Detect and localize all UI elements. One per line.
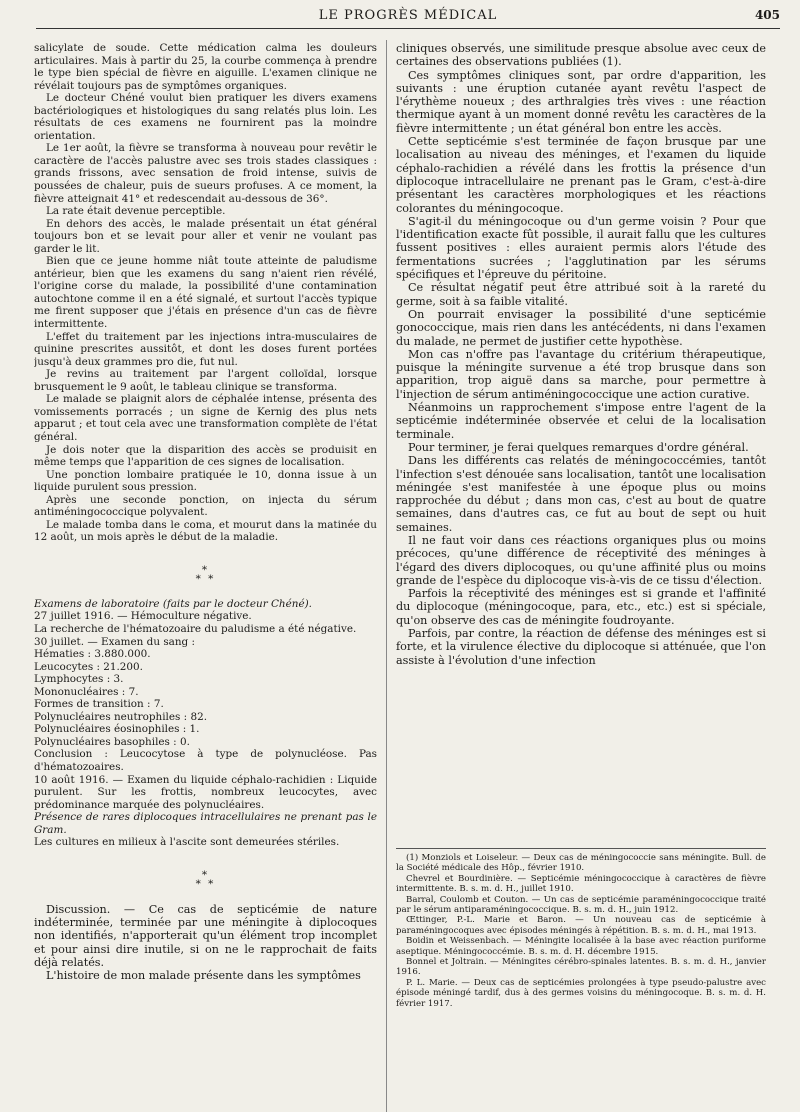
paragraph: Parfois, par contre, la réaction de défense des méninges est si forte, et la virulence élective du diplocoque si atténuée, que l'on assiste à l'évolution d'une infection [396,627,766,667]
paragraph: Le docteur Chéné voulut bien pratiquer les divers examens bactériologiques et histologiques du sang relatés plus loin. Les résultats de ces examens ne fournirent pas la moindre orientation. [34,92,377,142]
section-separator: * * * [195,868,216,890]
paragraph: Il ne faut voir dans ces réactions organiques plus ou moins précoces, qu'une différence de réceptivité des méninges à l'égard des divers diplocoques, ou qu'une affinité plus ou moins grande de l'espèce du diplocoque vis-à-vis de ce tissu d'élection. [396,533,766,587]
paragraph: L'histoire de mon malade présente dans les symptômes [46,969,361,983]
footnote: Œttinger, P.-L. Marie et Baron. — Un nouveau cas de septicémie à paraméningocoques avec épisodes méningés à répétition. B. s. m. d. H., mai 1913. [396,915,766,936]
paragraph: Je dois noter que la disparition des accès se produisit en même temps que l'apparition de ces signes de localisation. [34,443,377,469]
paragraph: salicylate de soude. Cette médication calma les douleurs articulaires. Mais à partir du 25, la courbe commença à prendre le type bien spécial de fièvre en aiguille. L'examen clinique ne révélait toujours pas de symptômes organiques. [34,42,377,92]
lab-line: Mononucléaires : 7. [34,685,139,698]
lab-line: La recherche de l'hématozoaire du paludisme a été négative. [34,622,357,635]
lab-line: Les cultures en milieux à l'ascite sont demeurées stériles. [34,836,340,849]
paragraph: Après une seconde ponction, on injecta du sérum antiméningococcique polyvalent. [34,493,377,519]
paragraph: Une ponction lombaire pratiquée le 10, donna issue à un liquide purulent sous pression. [34,468,377,494]
paragraph: Le malade se plaignit alors de céphalée intense, présenta des vomissements porracés ; un signe de Kernig des plus nets apparut ; et tout cela avec une transformation complète de l'état général. [34,393,377,443]
running-header [36,6,780,29]
lab-line: Hématies : 3.880.000. [34,648,151,661]
footnote: Barral, Coulomb et Couton. — Un cas de septicémie paraméningococcique traité par le sérum antiparaméningococcique. B. s. m. d. H., juin 1912. [396,894,766,916]
lab-line: 30 juillet. — Examen du sang : [34,635,195,648]
lab-line: Polynucléaires neutrophiles : 82. [34,710,207,723]
lab-line: Conclusion : Leucocytose à type de polynucléose. Pas d'hématozoaires. [34,748,377,773]
paragraph: Discussion. — Ce cas de septicémie de nature indéterminée, terminée par une méningite à diplocoques non identifiés, n'apporterait qu'un élément trop incomplet et pour ainsi dire inutile, si on ne le rapprochait de faits déjà relatés. [34,902,377,969]
paragraph: Le malade tomba dans le coma, et mourut dans la matinée du 12 août, un mois après le début de la maladie. [34,518,377,544]
paragraph: Bien que ce jeune homme niât toute atteinte de paludisme antérieur, bien que les examens du sang n'aient rien révélé, l'origine corse du malade, la possibilité d'une contamination autochtone comme il en a été signalé, et surtout l'accès typique me firent supposer que j'étais en présence d'un cas de fièvre intermittente. [34,255,377,331]
lab-line: Polynucléaires éosinophiles : 1. [34,723,200,736]
page-number: 405 [754,8,780,22]
paragraph: Cette septicémie s'est terminée de façon brusque par une localisation au niveau des méninges, et l'examen du liquide céphalo-rachidien a révélé dans les frottis la présence d'un diplocoque intracellulaire ne prenant pas le Gram, c'est-à-dire présentant les caractères morphologiques et les réactions colorantes du méningocoque. [396,135,766,215]
column-divider [386,40,387,1112]
paragraph: Parfois la réceptivité des méninges est si grande et l'affinité du diplocoque (méningocoque, para, etc., etc.) est si spéciale, qu'on observe des cas de méningite foudroyante. [396,587,766,627]
paragraph: Je revins au traitement par l'argent colloïdal, lorsque brusquement le 9 août, le tableau clinique se transforma. [34,368,377,393]
paragraph: La rate était devenue perceptible. [46,205,226,218]
paragraph: Mon cas n'offre pas l'avantage du critérium thérapeutique, puisque la méningite survenue a été trop brusque dans son apparition, trop aiguë dans sa marche, pour permettre à l'injection de sérum antiméningococcique une action curative. [396,347,766,401]
footnote: P. L. Marie. — Deux cas de septicémies prolongées à type pseudo-palustre avec épisode méningé tardif, dus à des germes voisins du méningocoque. B. s. m. d. H. février 1917. [396,977,766,1009]
lab-line: Formes de transition : 7. [34,698,164,711]
journal-title: LE PROGRÈS MÉDICAL [318,8,498,23]
footnote: Boidin et Weissenbach. — Méningite localisée à la base avec réaction puriforme aseptique. Méningococcémie. B. s. m. d. H. décembre 1915. [396,936,766,957]
paragraph: Ces symptômes cliniques sont, par ordre d'apparition, les suivants : une éruption cutanée ayant revêtu l'aspect de l'érythème noueux ; des arthralgies très vives : une réaction thermique ayant à un moment donné revêtu les caractères de la fièvre intermittente ; un état général bon entre les accès. [396,68,766,135]
paragraph: On pourrait envisager la possibilité d'une septicémie gonococcique, mais rien dans les antécédents, ni dans l'examen du malade, ne permet de justifier cette hypothèse. [396,307,766,348]
lab-line: 27 juillet 1916. — Hémoculture négative. [34,610,252,623]
paragraph: Ce résultat négatif peut être attribué soit à la rareté du germe, soit à sa faible vitalité. [396,281,766,308]
lab-heading: Examens de laboratoire (faits par le docteur Chéné). [34,597,312,610]
footnote: Bonnel et Joltrain. — Méningites cérébro-spinales latentes. B. s. m. d. H., janvier 1916. [396,957,766,978]
lab-line: Polynucléaires basophiles : 0. [34,735,190,748]
section-separator: * * * [195,563,216,585]
paragraph: L'effet du traitement par les injections intra-musculaires de quinine prescrites aussitôt, et dont les doses furent portées jusqu'à deux grammes pro die, fut nul. [34,330,377,368]
paragraph: S'agit-il du méningocoque ou d'un germe voisin ? Pour que l'identification exacte fût possible, il aurait fallu que les cultures fussent positives : elles auraient permis alors l'étude des fermentations sucrées ; l'agglutination par les sérums spécifiques et l'épreuve du péritoine. [396,214,766,282]
paragraph: Dans les différents cas relatés de méningococcémies, tantôt l'infection s'est dénouée sans localisation, tantôt une localisation méningée s'est manifestée à une époque plus ou moins rapprochée du début ; dans mon cas, c'est au bout de quatre semaines, dans d'autres cas, ce fut au bout de sept ou huit semaines. [396,454,766,534]
lab-line: Lymphocytes : 3. [34,673,124,686]
paragraph: Néanmoins un rapprochement s'impose entre l'agent de la septicémie indéterminée observée et celui de la localisation terminale. [396,401,766,441]
right-column [396,42,766,842]
paragraph: Le 1er août, la fièvre se transforma à nouveau pour revêtir le caractère de l'accès palustre avec ses trois stades classiques : grands frissons, avec sensation de froid intense, suivis de poussées de chaleur, puis de sueurs profuses. A ce moment, la fièvre atteignait 41° et redescendait au-dessous de 36°. [34,142,377,205]
paragraph: cliniques observés, une similitude presque absolue avec ceux de certaines des observations publiées (1). [396,42,766,69]
lab-line: Leucocytes : 21.200. [34,660,143,673]
paragraph: Pour terminer, je ferai quelques remarques d'ordre général. [408,440,749,454]
lab-line: Présence de rares diplocoques intracellulaires ne prenant pas le Gram. [34,811,377,836]
paragraph: En dehors des accès, le malade présentait un état général toujours bon et se levait pour aller et venir ne voulant pas garder le lit. [34,217,377,255]
left-column [34,42,377,1112]
footnote: Chevrel et Bourdinière. — Septicémie méningococcique à caractères de fièvre intermittente. B. s. m. d. H., juillet 1910. [396,873,766,895]
footnotes [396,848,766,1009]
footnote: (1) Monziols et Loiseleur. — Deux cas de méningococcie sans méningite. Bull. de la Société médicale des Hôp., février 1910. [396,853,766,874]
lab-line: 10 août 1916. — Examen du liquide céphalo-rachidien : Liquide purulent. Sur les frottis, nombreux leucocytes, avec prédominance marquée des polynucléaires. [34,773,377,811]
